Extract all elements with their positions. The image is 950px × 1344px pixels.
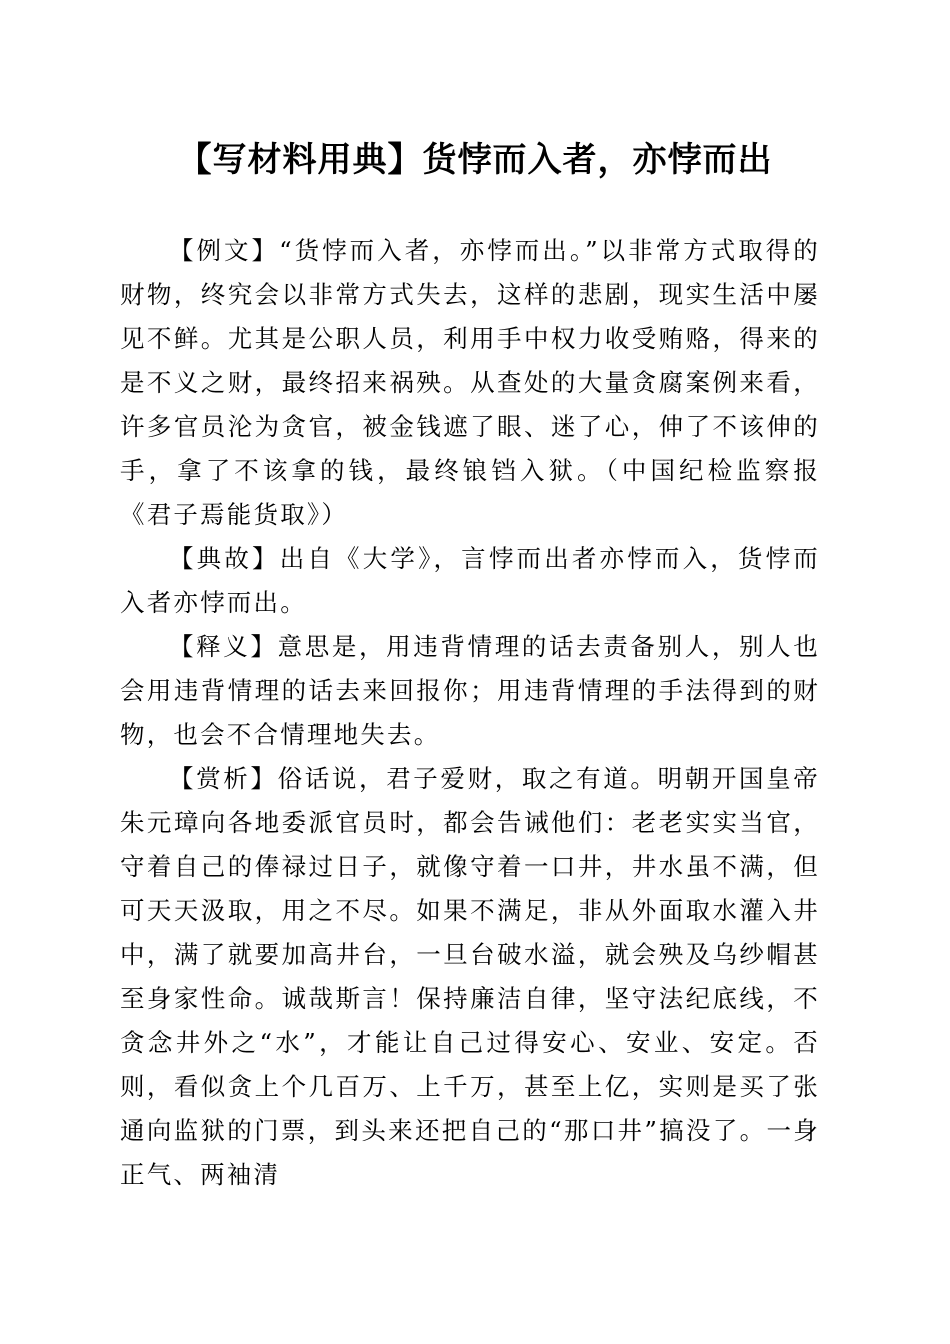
paragraph-example: 【例文】“货悖而入者，亦悖而出。”以非常方式取得的财物，终究会以非常方式失去，这样的悲剧，现实生活中屡见不鲜。尤其是公职人员，利用手中权力收受贿赂，得来的是不义之财，最终招来祸殃。从查处的大量贪腐案例来看，许多官员沦为贪官，被金钱遮了眼、迷了心，伸了不该伸的手，拿了不该拿的钱，最终锒铛入狱。（中国纪检监察报《君子焉能货取》） (120, 236, 820, 529)
document-title: 【写材料用典】货悖而入者，亦悖而出 (177, 140, 773, 180)
paragraph-allusion: 【典故】出自《大学》，言悖而出者亦悖而入，货悖而入者亦悖而出。 (120, 544, 820, 617)
document-body (120, 229, 820, 1197)
paragraph-meaning: 【释义】意思是，用违背情理的话去责备别人，别人也会用违背情理的话去来回报你；用违背情理的手法得到的财物，也会不合情理地失去。 (120, 632, 820, 749)
paragraph-appreciation: 【赏析】俗话说，君子爱财，取之有道。明朝开国皇帝朱元璋向各地委派官员时，都会告诫他们：老老实实当官，守着自己的俸禄过日子，就像守着一口井，井水虽不满，但可天天汲取，用之不尽。如果不满足，非从外面取水灌入井中，满了就要加高井台，一旦台破水溢，就会殃及乌纱帽甚至身家性命。诚哉斯言！保持廉洁自律，坚守法纪底线，不贪念井外之“水”，才能让自己过得安心、安业、安定。否则，看似贪上个几百万、上千万，甚至上亿，实则是买了张通向监狱的门票，到头来还把自己的“那口井”搞没了。一身正气、两袖清 (120, 764, 820, 1189)
